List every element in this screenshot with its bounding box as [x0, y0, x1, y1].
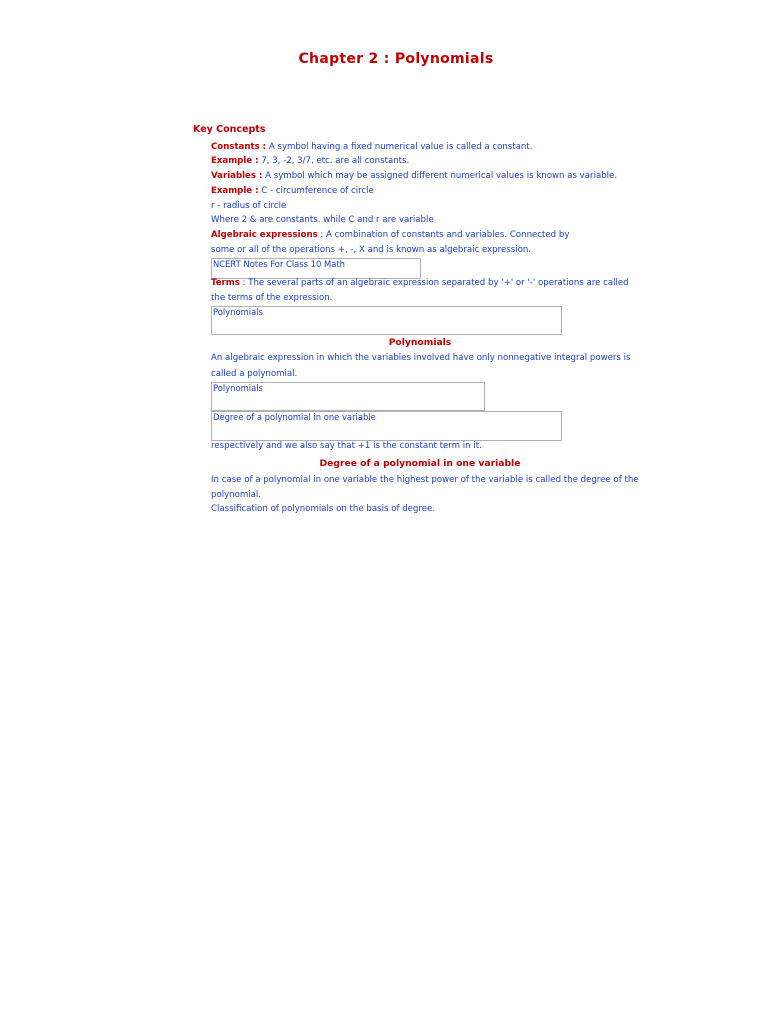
classification-line: Classification of polynomials on the basis of degree. — [211, 504, 436, 514]
variables-line — [211, 171, 617, 182]
example2-text: C - circumference of circle — [258, 186, 374, 196]
degree-box: Degree of a polynomial in one variable — [211, 411, 562, 441]
radius-line: r - radius of circle — [211, 201, 287, 211]
terms-line — [211, 278, 629, 289]
polynomial-def-line-2: called a polynomial. — [211, 369, 298, 379]
example1-line — [211, 156, 409, 167]
algebraic-label: Algebraic expressions — [211, 230, 318, 240]
variables-label: Variables : — [211, 171, 263, 181]
example1-text: 7, 3, -2, 3/7, etc. are all constants. — [258, 156, 410, 166]
degree-def-line-2: polynomial. — [211, 490, 262, 500]
constants-line — [211, 142, 532, 153]
page-title: Chapter 2 : Polynomials — [298, 51, 494, 67]
algebraic-text: : A combination of constants and variables. Connected by — [317, 230, 570, 240]
polynomials-box-2: Polynomials — [211, 382, 485, 411]
key-concepts-heading: Key Concepts — [193, 124, 266, 135]
constant-term-line: respectively and we also say that +1 is the constant term in it. — [211, 441, 482, 451]
where-line: Where 2 & are constants. while C and r are variable — [211, 215, 434, 225]
constants-label: Constants : — [211, 142, 267, 152]
polynomial-def-line-1: An algebraic expression in which the variables involved have only nonnegative integral powers is — [211, 353, 631, 363]
polynomials-box-1: Polynomials — [211, 306, 562, 335]
example2-line — [211, 186, 374, 197]
terms-label: Terms — [211, 278, 240, 288]
example2-label: Example : — [211, 186, 259, 196]
variables-text: A symbol which may be assigned different numerical values is known as variable. — [262, 171, 618, 181]
algebraic-line — [211, 230, 569, 241]
constants-text: A symbol having a fixed numerical value is called a constant. — [266, 142, 533, 152]
degree-heading: Degree of a polynomial in one variable — [319, 458, 521, 469]
terms-text: : The several parts of an algebraic expression separated by '+' or '-' operations are called — [239, 278, 629, 288]
degree-def-line-1: In case of a polynomial in one variable the highest power of the variable is called the degree of the — [211, 475, 639, 485]
algebraic-cont-line: some or all of the operations +, -, X and is known as algebraic expression. — [211, 245, 532, 255]
terms-cont-line: the terms of the expression. — [211, 293, 333, 303]
polynomials-heading: Polynomials — [388, 337, 452, 348]
example1-label: Example : — [211, 156, 259, 166]
ncert-notes-box: NCERT Notes For Class 10 Math — [211, 258, 421, 279]
